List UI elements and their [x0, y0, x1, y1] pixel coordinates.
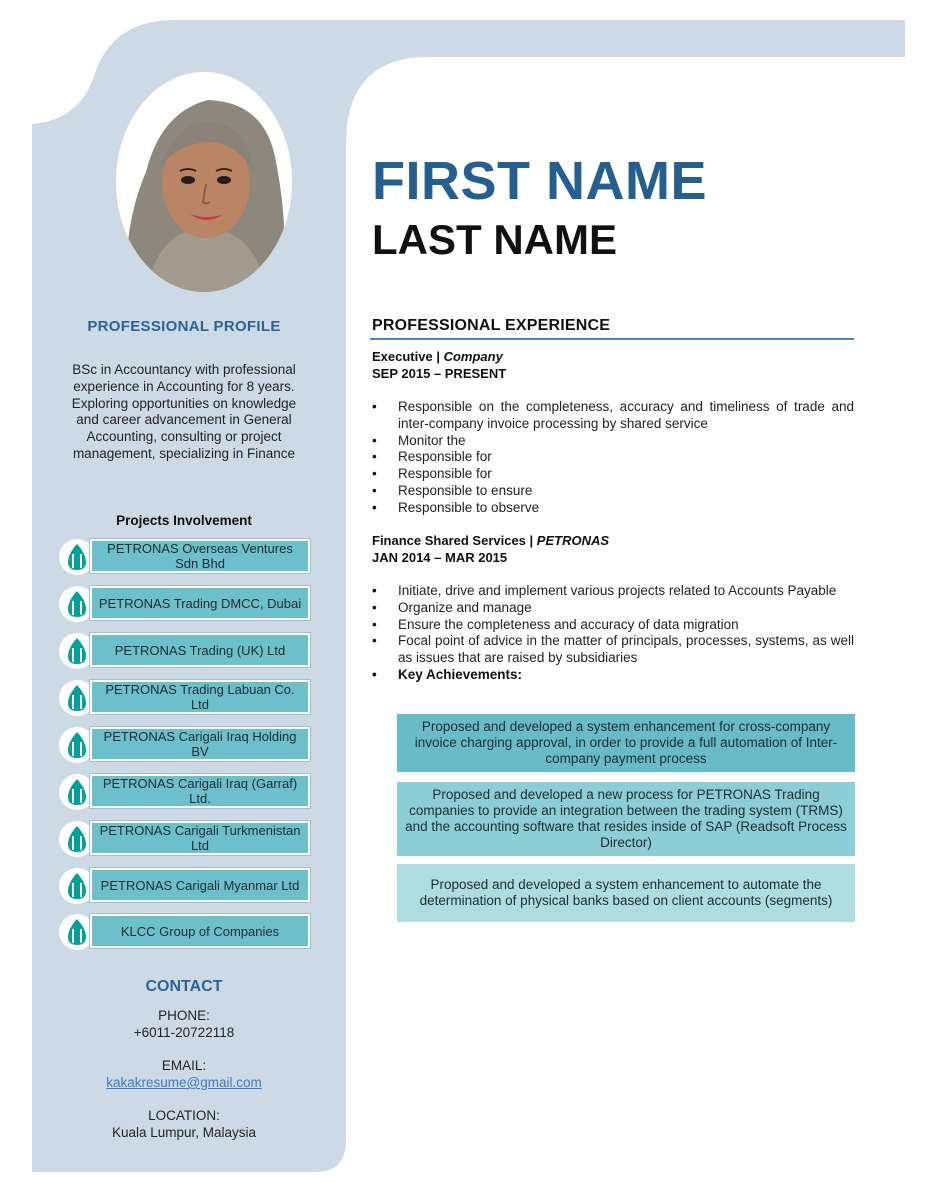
job-separator: |	[432, 349, 444, 364]
job-company: Company	[443, 349, 503, 364]
project-item	[58, 631, 314, 671]
email-link[interactable]: kakakresume@gmail.com	[106, 1075, 262, 1090]
job-separator: |	[525, 533, 537, 548]
project-label: PETRONAS Overseas Ventures Sdn Bhd	[90, 539, 310, 573]
phone-label: PHONE:	[158, 1008, 210, 1023]
list-item: • Monitor the	[372, 433, 854, 450]
list-item: • Focal point of advice in the matter of principals, processes, systems, as well as issues that are raised by subsidiaries	[372, 633, 854, 667]
project-label: PETRONAS Carigali Iraq (Garraf) Ltd.	[90, 774, 310, 808]
achievement-box: Proposed and developed a new process for PETRONAS Trading companies to provide an integration between the trading system (TRMS) and the accounting software that resides inside of SAP (Readsoft Process Director)	[397, 782, 855, 856]
project-item	[58, 819, 314, 859]
job-title-line	[372, 349, 503, 365]
project-label: PETRONAS Carigali Myanmar Ltd	[90, 868, 310, 902]
projects-heading: Projects Involvement	[116, 513, 252, 528]
project-label: PETRONAS Carigali Iraq Holding BV	[90, 727, 310, 761]
profile-photo	[116, 72, 292, 292]
job-role: Finance Shared Services	[372, 533, 526, 548]
job-company: PETRONAS	[536, 533, 610, 548]
project-item	[58, 725, 314, 765]
location-label: LOCATION:	[148, 1108, 220, 1123]
project-item	[58, 584, 314, 624]
list-item: • Responsible for	[372, 466, 854, 483]
first-name: FIRST NAME	[372, 151, 707, 211]
list-item: • Organize and manage	[372, 600, 854, 617]
avatar	[116, 72, 292, 292]
project-item	[58, 912, 314, 952]
list-item: • Responsible on the completeness, accuracy and timeliness of trade and inter-company invoice processing by shared service	[372, 399, 854, 433]
job-bullets	[372, 399, 854, 517]
list-item: • Responsible to observe	[372, 500, 854, 517]
location-value: Kuala Lumpur, Malaysia	[111, 1125, 257, 1140]
project-item	[58, 772, 314, 812]
project-label: PETRONAS Trading (UK) Ltd	[90, 633, 310, 667]
email-label: EMAIL:	[161, 1058, 207, 1073]
project-label: KLCC Group of Companies	[90, 914, 310, 948]
project-label: PETRONAS Carigali Turkmenistan Ltd	[90, 821, 310, 855]
project-label: PETRONAS Trading DMCC, Dubai	[90, 586, 310, 620]
job-title-line	[372, 533, 609, 549]
job-bullets	[372, 583, 854, 684]
list-item: • Responsible for	[372, 449, 854, 466]
phone-value: +6011-20722118	[133, 1025, 235, 1040]
list-item: • Initiate, drive and implement various projects related to Accounts Payable	[372, 583, 854, 600]
achievement-box: Proposed and developed a system enhancement to automate the determination of physical banks based on client accounts (segments)	[397, 864, 855, 922]
experience-divider	[370, 338, 854, 340]
profile-heading: PROFESSIONAL PROFILE	[87, 318, 281, 335]
list-item: • Responsible to ensure	[372, 483, 854, 500]
experience-heading: PROFESSIONAL EXPERIENCE	[372, 317, 611, 334]
achievement-box: Proposed and developed a system enhancement for cross-company invoice charging approval, in order to provide a full automation of Inter-company payment process	[397, 714, 855, 772]
key-achievements-label: • Key Achievements:	[372, 667, 854, 684]
job-dates: SEP 2015 – PRESENT	[372, 366, 507, 381]
job-role: Executive	[372, 349, 433, 364]
profile-summary: BSc in Accountancy with professional experience in Accounting for 8 years. Exploring opportunities on knowledge and career advancement in General Accounting, consulting or project management, specializing in Finance	[71, 362, 297, 461]
list-item: • Ensure the completeness and accuracy of data migration	[372, 617, 854, 634]
project-item	[58, 537, 314, 577]
job-dates: JAN 2014 – MAR 2015	[372, 550, 508, 565]
contact-heading: CONTACT	[145, 978, 223, 995]
last-name: LAST NAME	[372, 216, 617, 263]
project-item	[58, 866, 314, 906]
project-label: PETRONAS Trading Labuan Co. Ltd	[90, 680, 310, 714]
project-item	[58, 678, 314, 718]
